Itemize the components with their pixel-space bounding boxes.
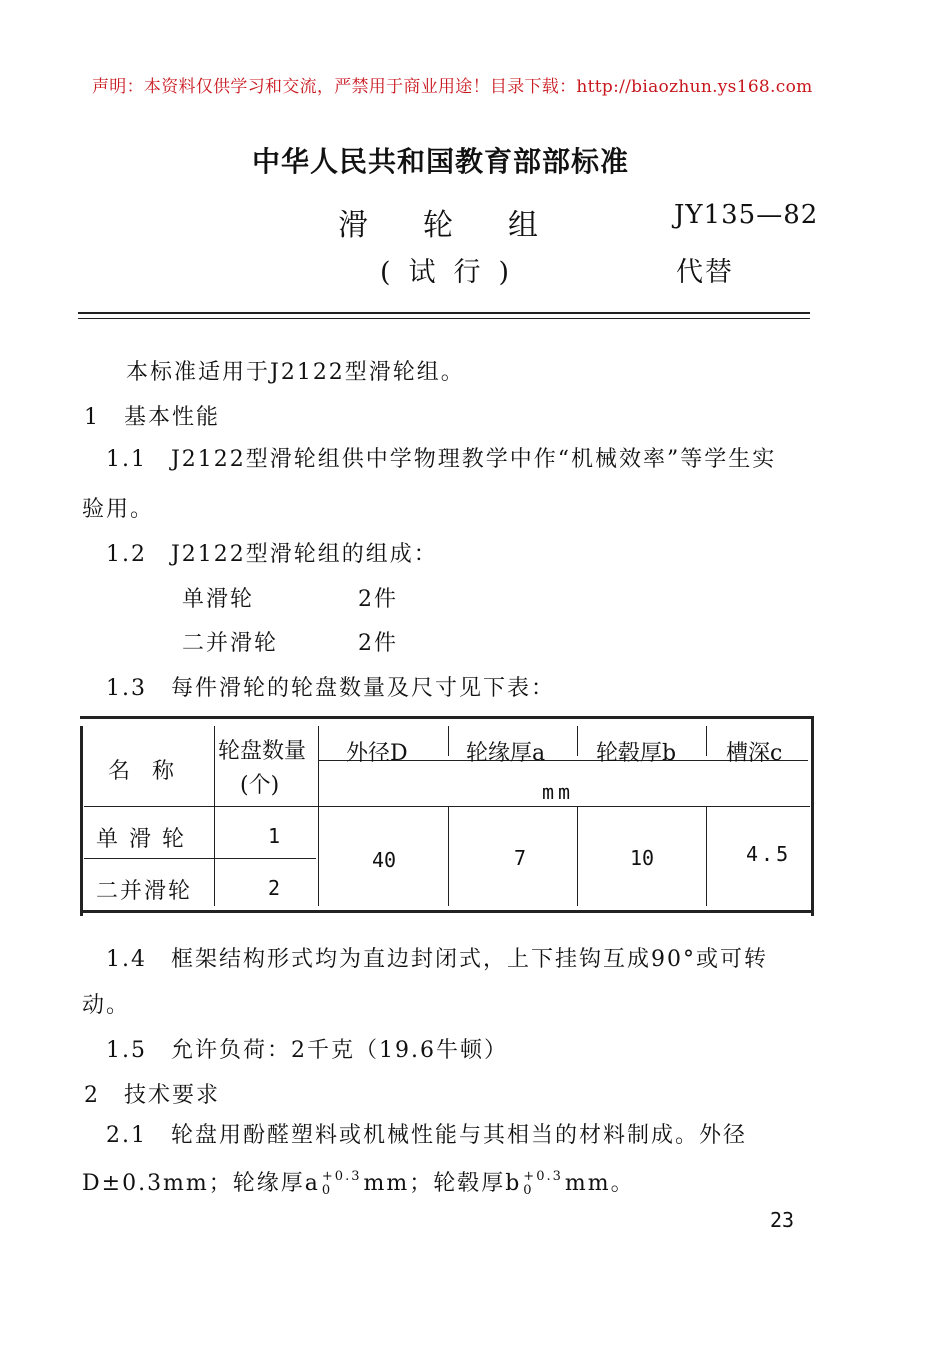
- header-rule-top: [78, 312, 810, 314]
- row-name: 单 滑 轮: [96, 827, 186, 852]
- row-name: 二并滑轮: [96, 879, 193, 904]
- table-col-divider: [448, 806, 449, 906]
- col-header-outer-diameter: 外径D: [346, 741, 408, 766]
- component-name: 单滑轮: [182, 587, 255, 612]
- header-rule-bottom: [78, 318, 810, 319]
- clause-1-1-line1: 1.1 J2122型滑轮组供中学物理教学中作“机械效率”等学生实: [106, 447, 777, 472]
- page-number: 23: [770, 1208, 795, 1232]
- tolerance-b: [523, 1170, 563, 1198]
- row-count: 1: [268, 824, 281, 848]
- col-header-count-unit: (个): [240, 773, 280, 798]
- col-header-groove-depth: 槽深c: [726, 741, 783, 766]
- tolerance-lower: 0: [523, 1183, 534, 1198]
- table-top-border: [80, 716, 814, 719]
- table-col-divider: [214, 726, 215, 906]
- table-right-border: [811, 716, 814, 916]
- table-row-divider: [84, 858, 316, 859]
- col-header-name: 名 称: [108, 759, 175, 784]
- trial-status: (试行): [380, 257, 528, 288]
- clause-1-5: 1.5 允许负荷：2千克（19.6牛顿）: [106, 1038, 508, 1063]
- table-header-bottom: [84, 806, 810, 807]
- tolerance-upper: +0.3: [321, 1169, 362, 1184]
- table-col-divider: [448, 726, 449, 756]
- col-header-hub-thickness: 轮毂厚b: [596, 741, 677, 766]
- pulley-dimension-table: [80, 716, 814, 936]
- clause-1-4-line2: 动。: [82, 993, 131, 1018]
- intro-paragraph: 本标准适用于J2122型滑轮组。: [126, 360, 465, 385]
- clause-2-1-text-a: D±0.3mm；轮缘厚a: [82, 1171, 320, 1196]
- tolerance-lower: 0: [321, 1183, 333, 1198]
- document-title: 滑轮组: [338, 208, 593, 243]
- row-count: 2: [268, 876, 281, 900]
- table-col-divider: [706, 806, 707, 906]
- table-bottom-border: [80, 910, 814, 913]
- clause-1-2: 1.2 J2122型滑轮组的组成：: [106, 542, 438, 567]
- value-hub-thickness: 10: [630, 846, 655, 870]
- clause-2-1-line1: 2.1 轮盘用酚醛塑料或机械性能与其相当的材料制成。外径: [106, 1123, 747, 1148]
- col-header-count: 轮盘数量: [218, 739, 307, 764]
- clause-1-4-line1: 1.4 框架结构形式均为直边封闭式，上下挂钩互成90°或可转: [106, 947, 768, 972]
- replaces-label: 代替: [676, 257, 734, 288]
- component-qty: 2件: [358, 631, 398, 656]
- section-1-heading: 1 基本性能: [84, 405, 220, 430]
- table-col-divider: [706, 726, 707, 756]
- tolerance-upper: +0.3: [523, 1169, 563, 1184]
- value-outer-diameter: 40: [372, 848, 397, 872]
- clause-2-1-text-c: mm。: [564, 1171, 635, 1196]
- table-left-border: [80, 726, 83, 916]
- clause-1-3: 1.3 每件滑轮的轮盘数量及尺寸见下表：: [106, 676, 555, 701]
- issuing-organization: 中华人民共和国教育部部标准: [252, 145, 630, 178]
- standard-number: JY135—82: [674, 200, 819, 230]
- section-2-heading: 2 技术要求: [84, 1083, 220, 1108]
- unit-label: mm: [542, 780, 575, 804]
- clause-1-1-line2: 验用。: [82, 497, 155, 522]
- table-col-divider: [577, 806, 578, 906]
- value-groove-depth: 4.5: [746, 842, 792, 866]
- component-name: 二并滑轮: [182, 631, 279, 656]
- table-col-divider: [577, 726, 578, 756]
- tolerance-a: [322, 1170, 362, 1198]
- table-col-divider: [318, 726, 319, 906]
- clause-2-1-text-b: mm；轮毂厚b: [363, 1171, 522, 1196]
- component-qty: 2件: [358, 587, 398, 612]
- disclaimer-text: 声明：本资料仅供学习和交流，严禁用于商业用途！目录下载：http://biaozhun.ys168.com: [92, 77, 813, 97]
- clause-2-1-line2: [82, 1166, 635, 1198]
- value-rim-thickness: 7: [514, 846, 527, 870]
- col-header-rim-thickness: 轮缘厚a: [466, 741, 546, 766]
